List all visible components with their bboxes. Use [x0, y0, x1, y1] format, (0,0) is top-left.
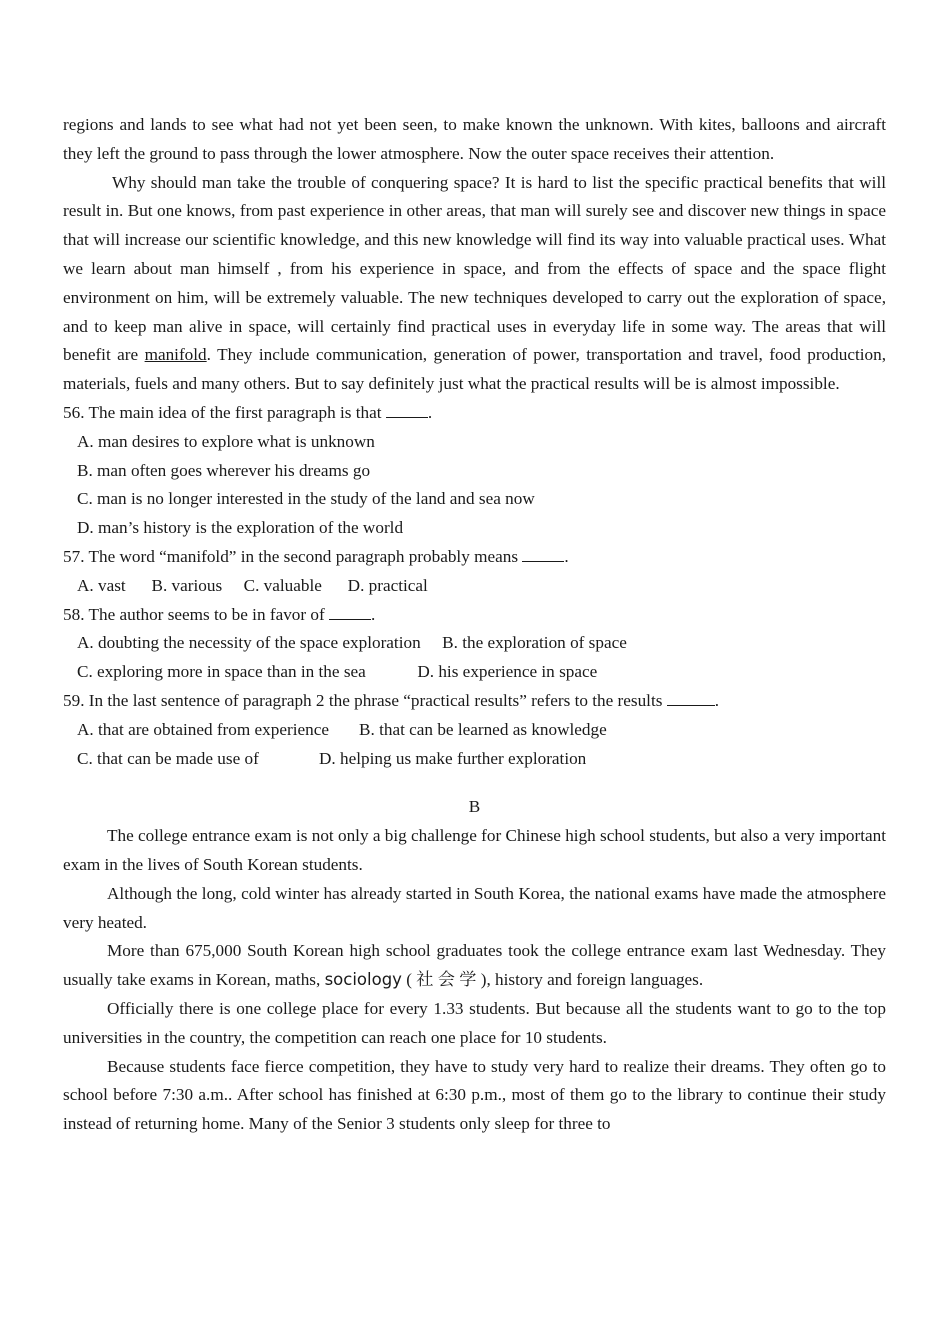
question-57-options: A. vast B. various C. valuable D. practical	[77, 575, 428, 595]
question-58: 58. The author seems to be in favor of .	[63, 604, 376, 624]
answer-blank	[667, 689, 715, 706]
passage-a-paragraph-2-text: Why should man take the trouble of conquering space? It is hard to list the specific practical benefits that will result in. But one knows, from past experience in other areas, that man will surely see and discover new things in space that will increase our scientific knowledge, and this new knowledge will find its way into valuable practical uses. What we learn about man himself , from his experience in space, and from the effects of space and the space flight environment on him, will be extremely valuable. The new techniques developed to carry out the exploration of space, and to keep man alive in space, will certainly find practical uses in everyday life in some way. The areas that will benefit are	[63, 172, 886, 365]
question-58-stem: 58. The author seems to be in favor of	[63, 604, 330, 624]
question-56-stem: 56. The main idea of the first paragraph is that	[63, 402, 386, 422]
passage-b-paragraph-2: Although the long, cold winter has already started in South Korea, the national exams have made the atmosphere very heated.	[63, 883, 886, 932]
chinese-gloss: ( 社 会 学 )	[401, 970, 487, 990]
answer-blank	[329, 603, 371, 620]
question-56-option-d: D. man’s history is the exploration of the world	[77, 518, 404, 538]
document-page	[63, 111, 886, 1139]
question-56: 56. The main idea of the first paragraph is that .	[63, 402, 433, 422]
question-56-option-c: C. man is no longer interested in the study of the land and sea now	[77, 489, 535, 509]
question-57: 57. The word “manifold” in the second paragraph probably means .	[63, 546, 569, 566]
passage-b-paragraph-4: Officially there is one college place for every 1.33 students. But because all the students want to go to the top universities in the country, the competition can reach one place for 10 students.	[63, 998, 886, 1047]
question-59-stem: 59. In the last sentence of paragraph 2 the phrase “practical results” refers to the results	[63, 690, 667, 710]
question-59-options-line-1: A. that are obtained from experience B. that can be learned as knowledge	[77, 719, 607, 739]
question-56-option-a: A. man desires to explore what is unknown	[77, 431, 375, 451]
question-56-option-b: B. man often goes wherever his dreams go	[77, 460, 371, 480]
answer-blank	[522, 545, 564, 562]
question-58-options-line-1: A. doubting the necessity of the space exploration B. the exploration of space	[77, 633, 627, 653]
passage-a-paragraph-2	[63, 169, 886, 399]
section-heading-b: B	[468, 797, 481, 817]
underlined-word-manifold: manifold	[144, 345, 207, 365]
section-spacer	[63, 773, 886, 793]
question-59-options-line-2: C. that can be made use of D. helping us make further exploration	[77, 748, 587, 768]
passage-b-paragraph-5: Because students face fierce competition, they have to study very hard to realize their dreams. They often go to school before 7:30 a.m.. After school has finished at 6:30 p.m., most of them go to the library to continue their study instead of returning home. Many of the Senior 3 students only sleep for three to	[63, 1056, 886, 1134]
passage-b-paragraph-1: The college entrance exam is not only a big challenge for Chinese high school students, but also a very important exam in the lives of South Korean students.	[63, 826, 886, 874]
passage-a-paragraph-2-end: . They include communication, generation of power, transportation and travel, food production, materials, fuels and many others. But to say definitely just what the practical results will be is almost impossible.	[63, 345, 886, 394]
term-sociology: sociology	[324, 970, 402, 990]
question-58-options-line-2: C. exploring more in space than in the sea D. his experience in space	[77, 662, 598, 682]
passage-b-paragraph-3	[63, 937, 886, 995]
question-59: 59. In the last sentence of paragraph 2 the phrase “practical results” refers to the results .	[63, 690, 719, 710]
passage-b-paragraph-3-text: More than 675,000 South Korean high school graduates took the college entrance exam last Wednesday. They usually take exams in Korean, maths,	[63, 941, 886, 990]
passage-b-paragraph-3-end: , history and foreign languages.	[486, 970, 704, 990]
question-57-stem: 57. The word “manifold” in the second paragraph probably means	[63, 546, 523, 566]
passage-a-paragraph-1: regions and lands to see what had not yet been seen, to make known the unknown. With kites, balloons and aircraft they left the ground to pass through the lower atmosphere. Now the outer space receives their attention.	[63, 115, 886, 163]
answer-blank	[386, 401, 428, 418]
